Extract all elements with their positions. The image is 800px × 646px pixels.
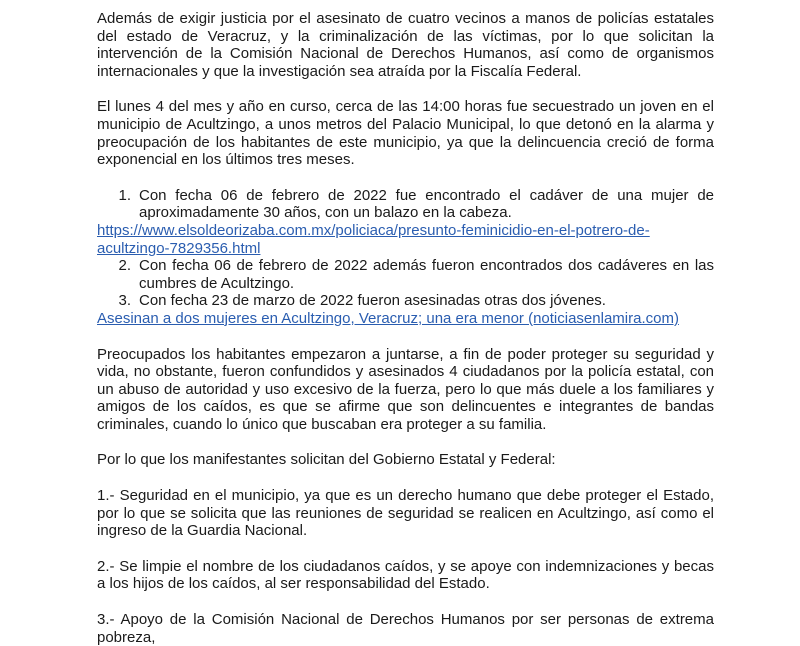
news-link-elsoldeorizaba[interactable]: https://www.elsoldeorizaba.com.mx/policiaca/presunto-feminicidio-en-el-potrero-de-acultzingo-7829356.html: [97, 221, 650, 257]
news-link-noticiasenlamira[interactable]: Asesinan a dos mujeres en Acultzingo, Veracruz; una era menor (noticiasenlamira.com): [97, 309, 679, 327]
demand-3: 3.- Apoyo de la Comisión Nacional de Derechos Humanos por ser personas de extrema pobreza,: [97, 611, 714, 646]
incident-list: [97, 187, 714, 328]
list-number: 3.: [118, 292, 131, 310]
demands-intro: Por lo que los manifestantes solicitan del Gobierno Estatal y Federal:: [97, 451, 556, 469]
list-number: 2.: [118, 257, 131, 275]
list-text: Con fecha 06 de febrero de 2022 fue encontrado el cadáver de una mujer de aproximadamente 30 años, con un balazo en la cabeza.: [139, 186, 714, 222]
kidnapping-paragraph: El lunes 4 del mes y año en curso, cerca de las 14:00 horas fue secuestrado un joven en el municipio de Acultzingo, a unos metros del Palacio Municipal, lo que detonó en la alarma y preocupación de los habitantes de este municipio, ya que la delincuencia creció de forma exponencial en los últimos tres meses.: [97, 98, 714, 169]
intro-paragraph: Además de exigir justicia por el asesinato de cuatro vecinos a manos de policías estatales del estado de Veracruz, y la criminalización de las víctimas, por lo que solicitan la intervención de la Comisión Nacional de Derechos Humanos, así como de organismos internacionales y que la investigación sea atraída por la Fiscalía Federal.: [97, 10, 714, 80]
list-number: 1.: [118, 186, 131, 204]
list-item: [97, 292, 714, 310]
demand-2: 2.- Se limpie el nombre de los ciudadanos caídos, y se apoye con indemnizaciones y becas a los hijos de los caídos, al ser responsabilidad del Estado.: [97, 557, 714, 593]
demand-1: 1.- Seguridad en el municipio, ya que es un derecho humano que debe proteger el Estado, por lo que se solicita que las reuniones de seguridad se realicen en Acultzingo, así como el ingreso de la Guardia Nacional.: [97, 487, 714, 540]
list-item: [97, 187, 714, 222]
list-text: Con fecha 06 de febrero de 2022 además fueron encontrados dos cadáveres en las cumbres de Acultzingo.: [139, 257, 714, 292]
list-item: [97, 257, 714, 292]
residents-paragraph: Preocupados los habitantes empezaron a juntarse, a fin de poder proteger su seguridad y vida, no obstante, fueron confundidos y asesinados 4 ciudadanos por la policía estatal, con un abuso de autoridad y uso excesivo de la fuerza, pero lo que más duele a los familiares y amigos de los caídos, es que se afirme que son delincuentes e integrantes de bandas criminales, cuando lo único que buscaban era proteger a su familia.: [97, 345, 714, 433]
list-text: Con fecha 23 de marzo de 2022 fueron asesinadas otras dos jóvenes.: [139, 292, 606, 310]
